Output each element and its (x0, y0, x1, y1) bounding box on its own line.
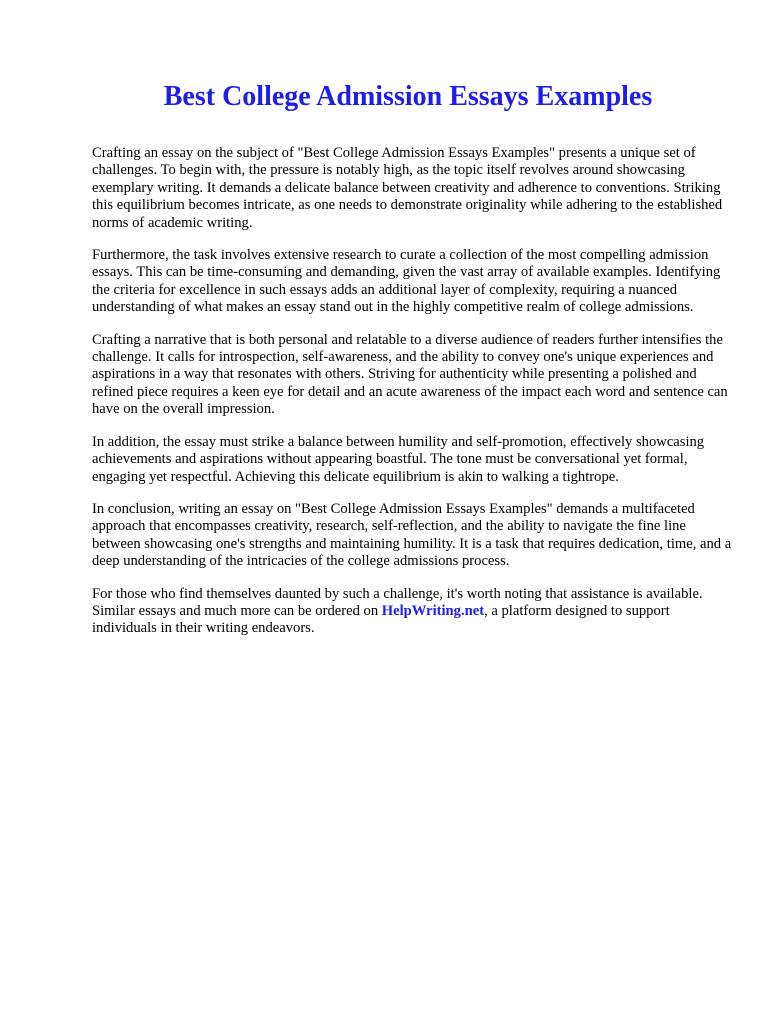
paragraph-intro: Crafting an essay on the subject of "Best College Admission Essays Examples" presents a unique set of challenges. To begin with, the pressure is notably high, as the topic itself revolves around showcasing exemplary writing. It demands a delicate balance between creativity and adherence to conventions. Striking this equilibrium becomes intricate, as one needs to demonstrate originality while adhering to the established norms of academic writing. (92, 145, 723, 231)
document-body (92, 145, 732, 653)
document-title: Best College Admission Essays Examples (163, 81, 653, 112)
paragraph-research: Furthermore, the task involves extensive research to curate a collection of the most compelling admission essays. This can be time-consuming and demanding, given the vast array of available examples. Identifying the criteria for excellence in such essays adds an additional layer of complexity, requiring a nuanced understanding of what makes an essay stand out in the highly competitive realm of college admissions. (92, 247, 721, 316)
paragraph-narrative: Crafting a narrative that is both personal and relatable to a diverse audience of readers further intensifies the challenge. It calls for introspection, self-awareness, and the ability to convey one's unique experiences and aspirations in a way that resonates with others. Striving for authenticity while presenting a polished and refined piece requires a keen eye for detail and an acute awareness of the impact each word and sentence can have on the overall impression. (92, 331, 728, 418)
helpwriting-link[interactable]: HelpWriting.net (381, 602, 485, 619)
closing-text-after-link: , a platform designed to support individuals in their writing endeavors. (92, 602, 670, 637)
paragraph-conclusion: In conclusion, writing an essay on "Best College Admission Essays Examples" demands a multifaceted approach that encompasses creativity, research, self-reflection, and the ability to navigate the fine line between showcasing one's strengths and maintaining humility. It is a task that requires dedication, time, and a deep understanding of the intricacies of the college admissions process. (92, 500, 732, 570)
paragraph-closing (92, 586, 732, 638)
paragraph-tone: In addition, the essay must strike a balance between humility and self-promotion, effectively showcasing achievements and aspirations without appearing boastful. The tone must be conversational yet formal, engaging yet respectful. Achieving this delicate equilibrium is akin to walking a tightrope. (92, 433, 705, 485)
closing-text-before-link: For those who find themselves daunted by such a challenge, it's worth noting that assistance is available. Similar essays and much more can be ordered on (92, 585, 703, 619)
